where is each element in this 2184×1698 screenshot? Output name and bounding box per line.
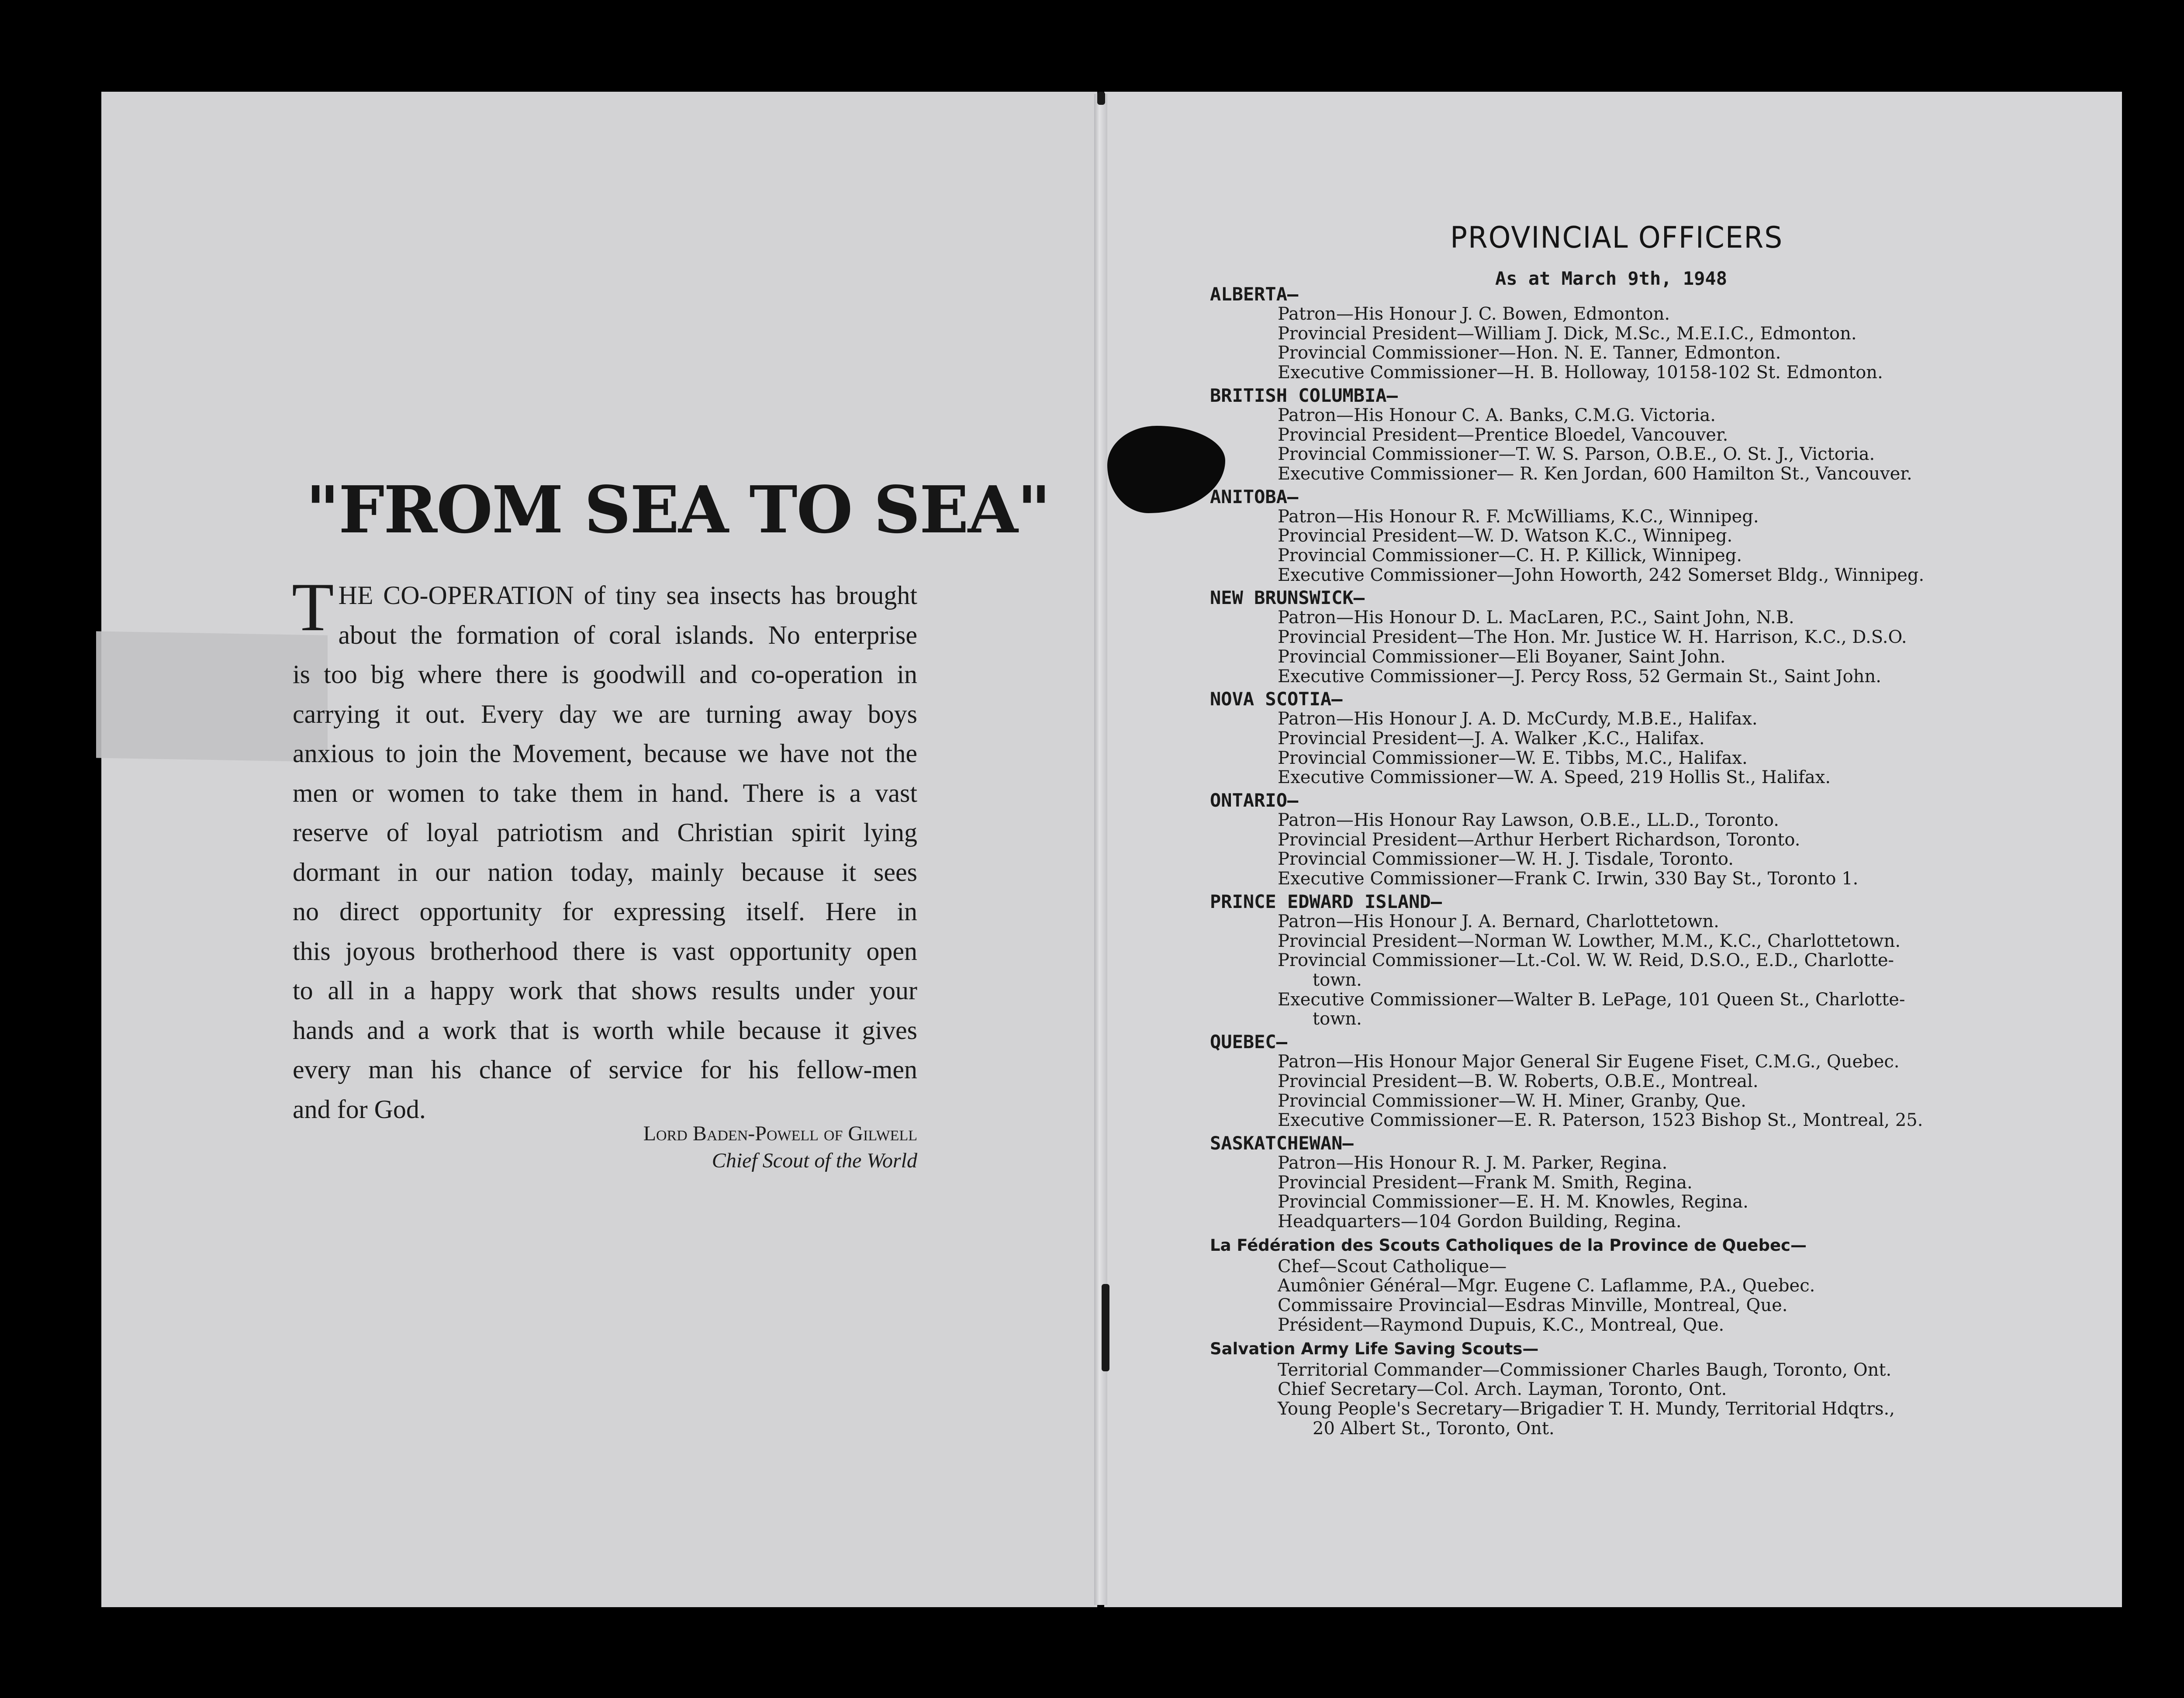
officer-line: Provincial Commissioner—C. H. P. Killick, Winnipeg. xyxy=(1278,545,1742,566)
province-name: SASKATCHEWAN— xyxy=(1210,1132,1354,1154)
body-line: every man his chance of service for his fellow-men xyxy=(293,1055,917,1084)
province-section xyxy=(1210,587,2097,686)
officer-line: Executive Commissioner—Walter B. LePage, 101 Queen St., Charlotte- xyxy=(1278,989,1905,1010)
officer-line: Patron—His Honour R. J. M. Parker, Regina. xyxy=(1278,1153,1668,1173)
province-name: BRITISH COLUMBIA— xyxy=(1210,384,1398,406)
officer-line: Provincial President—William J. Dick, M.Sc., M.E.I.C., Edmonton. xyxy=(1278,323,1857,344)
staple-top xyxy=(1097,92,1105,105)
page-title: "FROM SEA TO SEA" xyxy=(306,472,1050,548)
organization-section xyxy=(1210,1338,2097,1439)
officer-line-continued: town. xyxy=(1313,970,1362,990)
organization-name: Salvation Army Life Saving Scouts— xyxy=(1210,1339,1539,1358)
officer-line: Patron—His Honour Ray Lawson, O.B.E., LL.D., Toronto. xyxy=(1278,810,1780,831)
officers-title: PROVINCIAL OFFICERS xyxy=(1450,221,1783,255)
officer-line: Executive Commissioner—Frank C. Irwin, 330 Bay St., Toronto 1. xyxy=(1278,869,1859,889)
officer-line: Provincial Commissioner—Hon. N. E. Tanner, Edmonton. xyxy=(1278,343,1781,363)
province-section xyxy=(1210,1133,2097,1232)
officer-line: Executive Commissioner—W. A. Speed, 219 Hollis St., Halifax. xyxy=(1278,767,1831,788)
body-line: reserve of loyal patriotism and Christian spirit lying xyxy=(293,818,917,847)
officer-line: Patron—His Honour C. A. Banks, C.M.G. Victoria. xyxy=(1278,405,1716,425)
province-name: ANITOBA— xyxy=(1210,486,1299,507)
province-name: ONTARIO— xyxy=(1210,790,1299,811)
province-name: PRINCE EDWARD ISLAND— xyxy=(1210,890,1442,912)
officer-line: Provincial President—B. W. Roberts, O.B.E., Montreal. xyxy=(1278,1071,1759,1091)
officers-list xyxy=(1210,284,2097,1441)
body-line: carrying it out. Every day we are turning away boys xyxy=(293,699,917,728)
officer-line: Patron—His Honour D. L. MacLaren, P.C., Saint John, N.B. xyxy=(1278,607,1794,628)
officer-line: Provincial Commissioner—T. W. S. Parson, O.B.E., O. St. J., Victoria. xyxy=(1278,444,1875,465)
body-line: to all in a happy work that shows results under your xyxy=(293,976,917,1005)
officer-line: Commissaire Provincial—Esdras Minville, Montreal, Que. xyxy=(1278,1295,1788,1316)
officer-line: Executive Commissioner—J. Percy Ross, 52 Germain St., Saint John. xyxy=(1278,666,1881,687)
officer-line: Provincial President—J. A. Walker ,K.C., Halifax. xyxy=(1278,728,1705,749)
organization-name: La Fédération des Scouts Catholiques de la Province de Quebec— xyxy=(1210,1236,1807,1255)
province-name: NEW BRUNSWICK— xyxy=(1210,587,1365,609)
officer-line: Provincial President—W. D. Watson K.C., Winnipeg. xyxy=(1278,526,1733,546)
officer-line: Provincial President—The Hon. Mr. Justice W. H. Harrison, K.C., D.S.O. xyxy=(1278,627,1907,648)
officer-line: Provincial Commissioner—W. H. J. Tisdale, Toronto. xyxy=(1278,849,1734,870)
province-section xyxy=(1210,385,2097,484)
attribution-role: Chief Scout of the World xyxy=(712,1149,917,1172)
officer-line: Young People's Secretary—Brigadier T. H. Mundy, Territorial Hdqtrs., xyxy=(1278,1398,1895,1419)
officer-line: Provincial President—Frank M. Smith, Regina. xyxy=(1278,1172,1693,1193)
officer-line: Aumônier Général—Mgr. Eugene C. Laflamme, P.A., Quebec. xyxy=(1278,1276,1815,1296)
body-line: about the formation of coral islands. No enterprise xyxy=(338,620,917,649)
province-section xyxy=(1210,1032,2097,1130)
officer-line: Executive Commissioner—E. R. Paterson, 1523 Bishop St., Montreal, 25. xyxy=(1278,1110,1923,1131)
province-name: NOVA SCOTIA— xyxy=(1210,688,1343,710)
body-line: HE CO-OPERATION of tiny sea insects has brought xyxy=(338,581,917,610)
officer-line-continued: 20 Albert St., Toronto, Ont. xyxy=(1313,1418,1555,1439)
officer-line: Provincial President—Arthur Herbert Richardson, Toronto. xyxy=(1278,829,1800,850)
officer-line: Président—Raymond Dupuis, K.C., Montreal, Que. xyxy=(1278,1315,1724,1335)
officer-line: Provincial Commissioner—W. E. Tibbs, M.C., Halifax. xyxy=(1278,748,1748,768)
page-spine xyxy=(1094,94,1107,1605)
officer-line: Patron—His Honour J. A. Bernard, Charlottetown. xyxy=(1278,911,1719,932)
officer-line: Provincial President—Norman W. Lowther, M.M., K.C., Charlottetown. xyxy=(1278,931,1901,951)
body-line: men or women to take them in hand. There is a vast xyxy=(293,778,917,808)
officer-line: Executive Commissioner—John Howorth, 242 Somerset Bldg., Winnipeg. xyxy=(1278,565,1925,585)
officer-line: Provincial Commissioner—W. H. Miner, Granby, Que. xyxy=(1278,1091,1746,1111)
officer-line: Executive Commissioner— R. Ken Jordan, 600 Hamilton St., Vancouver. xyxy=(1278,463,1912,484)
province-name: ALBERTA— xyxy=(1210,283,1299,305)
province-name: QUEBEC— xyxy=(1210,1031,1288,1053)
officer-line: Provincial Commissioner—Lt.-Col. W. W. Reid, D.S.O., E.D., Charlotte- xyxy=(1278,950,1894,971)
drop-cap: T xyxy=(292,569,334,645)
staple-bottom xyxy=(1102,1284,1109,1371)
officer-line: Territorial Commander—Commissioner Charles Baugh, Toronto, Ont. xyxy=(1278,1360,1892,1380)
officer-line: Patron—His Honour R. F. McWilliams, K.C., Winnipeg. xyxy=(1278,506,1759,527)
body-line: dormant in our nation today, mainly because it sees xyxy=(293,857,917,887)
officer-line-continued: town. xyxy=(1313,1009,1362,1029)
province-section xyxy=(1210,284,2097,383)
officer-line: Patron—His Honour J. A. D. McCurdy, M.B.E., Halifax. xyxy=(1278,709,1758,729)
province-section xyxy=(1210,891,2097,1029)
province-section xyxy=(1210,790,2097,889)
officer-line: Chief Secretary—Col. Arch. Layman, Toronto, Ont. xyxy=(1278,1379,1727,1400)
officer-line: Provincial Commissioner—E. H. M. Knowles, Regina. xyxy=(1278,1192,1749,1212)
officer-line: Executive Commissioner—H. B. Holloway, 10158-102 St. Edmonton. xyxy=(1278,362,1883,383)
quote-body xyxy=(292,569,917,1129)
officer-line: Provincial President—Prentice Bloedel, Vancouver. xyxy=(1278,424,1728,445)
organization-section xyxy=(1210,1234,2097,1335)
officers-date: As at March 9th, 1948 xyxy=(1495,268,1728,289)
body-line: is too big where there is goodwill and co-operation in xyxy=(293,660,917,689)
officer-line: Patron—His Honour J. C. Bowen, Edmonton. xyxy=(1278,304,1670,324)
officer-line: Provincial Commissioner—Eli Boyaner, Saint John. xyxy=(1278,646,1726,667)
province-section xyxy=(1210,487,2097,585)
officer-line: Headquarters—104 Gordon Building, Regina. xyxy=(1278,1211,1682,1232)
body-line: hands and a work that is worth while because it gives xyxy=(293,1015,917,1045)
body-line: anxious to join the Movement, because we have not the xyxy=(293,739,917,768)
attribution xyxy=(480,1120,917,1174)
body-lead-smallcaps: HE CO-OPERATION xyxy=(338,581,574,610)
body-line: and for God. xyxy=(293,1094,426,1124)
officer-line: Patron—His Honour Major General Sir Eugene Fiset, C.M.G., Quebec. xyxy=(1278,1052,1900,1072)
attribution-name: Lord Baden-Powell of Gilwell xyxy=(643,1122,917,1145)
body-line: no direct opportunity for expressing itself. Here in xyxy=(293,897,917,926)
officer-line: Chef—Scout Catholique— xyxy=(1278,1256,1507,1277)
province-section xyxy=(1210,689,2097,787)
body-line: this joyous brotherhood there is vast opportunity open xyxy=(293,936,917,966)
